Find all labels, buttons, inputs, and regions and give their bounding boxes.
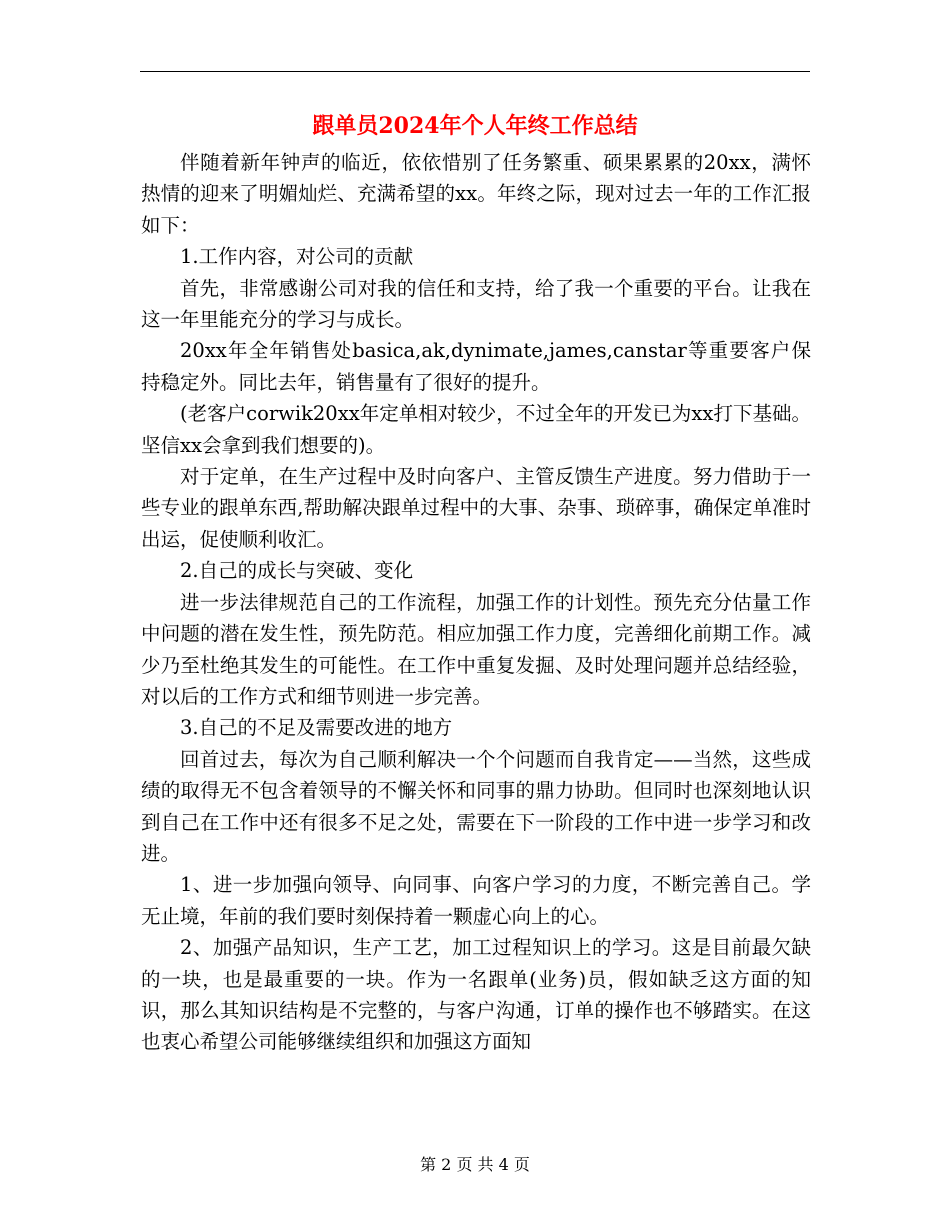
header-rule — [140, 71, 810, 72]
paragraph-thanks: 首先，非常感谢公司对我的信任和支持，给了我一个重要的平台。让我在这一年里能充分的学习与成长。 — [141, 276, 811, 332]
paragraph-intro: 伴随着新年钟声的临近，依依惜别了任务繁重、硕果累累的20xx，满怀热情的迎来了明媚灿烂、充满希望的xx。年终之际，现对过去一年的工作汇报如下： — [141, 151, 811, 237]
document-body — [141, 147, 811, 1058]
heading-shortcomings: 3.自己的不足及需要改进的地方 — [180, 716, 453, 740]
heading-work-content: 1.工作内容，对公司的贡献 — [180, 245, 414, 269]
paragraph-review: 回首过去，每次为自己顺利解决一个个问题而自我肯定——当然，这些成绩的取得无不包含着领导的不懈关怀和同事的鼎力协助。但同时也深刻地认识到自己在工作中还有很多不足之处，需要在下一阶段的工作中进一步学习和改进。 — [141, 747, 811, 865]
paragraph-orders: 对于定单，在生产过程中及时向客户、主管反馈生产进度。努力借助于一些专业的跟单东西,帮助解决跟单过程中的大事、杂事、琐碎事，确保定单准时出运，促使顺利收汇。 — [141, 465, 811, 551]
heading-growth: 2.自己的成长与突破、变化 — [180, 559, 414, 583]
paragraph-improve-1: 1、进一步加强向领导、向同事、向客户学习的力度，不断完善自己。学无止境，年前的我们要时刻保持着一颗虚心向上的心。 — [141, 873, 811, 928]
document-title: 跟单员2024年个人年终工作总结 — [312, 113, 638, 139]
page-footer: 第 2 页 共 4 页 — [420, 1155, 530, 1174]
paragraph-workflow: 进一步法律规范自己的工作流程，加强工作的计划性。预先充分估量工作中问题的潜在发生性，预先防范。相应加强工作力度，完善细化前期工作。减少乃至杜绝其发生的可能性。在工作中重复发掘、及时处理问题并总结经验，对以后的工作方式和细节则进一步完善。 — [141, 590, 811, 708]
paragraph-improve-2: 2、加强产品知识，生产工艺，加工过程知识上的学习。这是目前最欠缺的一块，也是最重要的一块。作为一名跟单(业务)员，假如缺乏这方面的知识，那么其知识结构是不完整的，与客户沟通，订单的操作也不够踏实。在这也衷心希望公司能够继续组织和加强这方面知 — [141, 936, 811, 1054]
paragraph-old-customer: (老客户corwik20xx年定单相对较少，不过全年的开发已为xx打下基础。坚信xx会拿到我们想要的)。 — [141, 402, 811, 457]
paragraph-sales: 20xx年全年销售处basica,ak,dynimate,james,canstar等重要客户保持稳定外。同比去年，销售量有了很好的提升。 — [141, 339, 811, 394]
